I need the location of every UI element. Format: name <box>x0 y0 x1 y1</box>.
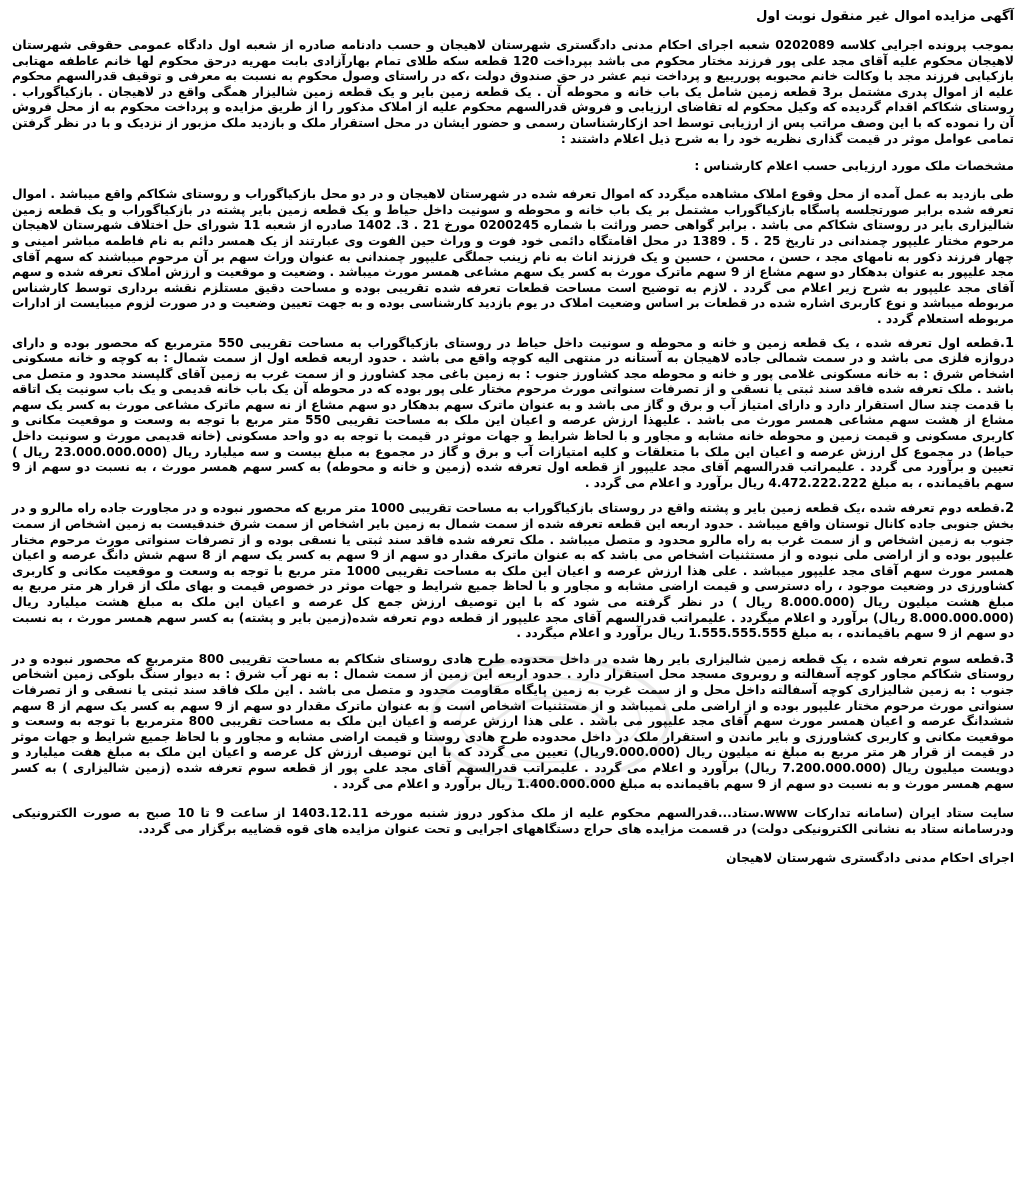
auction-closing-paragraph: سایت ستاد ایران (سامانه تدارکات www.ستاد...قدرالسهم محکوم علیه از ملک مذکور دروز شنبه مورخه 1403.12.11 از ساعت 9 تا 10 صبح به صورت الکترونیکی ودرسامانه ستاد به نشانی الکترونیکی دولت) در قسمت مزایده های حراج دستگاههای اجرایی و تحت عنوان مزایده های قوه قضاییه برگزار می گردد. <box>12 806 1015 836</box>
notice-title: آگهی مزایده اموال غیر منقول نوبت اول <box>756 9 1014 24</box>
notice-page <box>12 6 1014 867</box>
parcel-item-3 <box>12 652 1014 792</box>
parcel-text: قطعه دوم تعرفه شده ،یک قطعه زمین بایر و پشته واقع در روستای بازکیاگوراب به مساحت تقریبی 1000 متر مربع که محصور نبوده و در مجاورت جاده راه مالرو و در بخش جنوبی جاده کانال توستان واقع میباشد . حدود اربعه این قطعه تعرفه شده از سمت شمال به زمین بایر اشخاص از سمت شرق خندقیست به زمین اشخاص از سمت جنوب به زمین اشخاص و از سمت غرب به راه مالرو محدود و متصل میباشد . ملک تعرفه شده فاقد سند ثبتی یا نسقی بوده و از تصرفات سنواتی مورث مرحوم مختار علیپور بوده و از اراضی ملی نبوده و از مستثنیات اشخاص می باشد که به عنوان ماترک مقدار دو سهم از 9 سهم به کسر یک سهم از 8 سهم شش دانگ عرصه و اعیان همسر مورث سهم آقای مجد علیپور میباشد . علی هذا ارزش عرصه و اعیان این ملک به مساحت تقریبی 1000 متر مربع با توجه به وسعت و موقعیت مکانی و کاربری کشاورزی در وضعیت موجود ، راه دسترسی و قیمت اراضی مشابه و مجاور و با لحاظ جمیع شرایط و جهات موثر در خصوص قیمت و بهای ملک از قرار هر متر مربع به مبلغ هشت میلیون ریال (8.000.000 ریال ) در نظر گرفته می شود که با این توصیف ارزش جمع کل عرصه و اعیان این ملک به مبلغ هشت میلیارد ریال (8.000.000.000 ریال) برآورد و اعلام میگردد . علیمراتب قدرالسهم آقای مجد علیپور از قطعه دوم تعرفه شده(زمین بایر و پشته) به کسر سهم همسر مورث ، به نسبت دو سهم از 9 سهم باقیمانده ، به مبلغ 1.555.555.555 ریال برآورد و اعلام میگردد . <box>12 501 1015 641</box>
description-paragraph: طی بازدید به عمل آمده از محل وقوع املاک مشاهده میگردد که اموال تعرفه شده در شهرستان لاهیجان و در دو محل بازکیاگوراب و روستای شکاکم واقع میباشد . اموال تعرفه شده برابر صورتجلسه پاسگاه بازکیاگوراب مشتمل بر یک باب خانه و محوطه و سونیت داخل حیاط و یک قطعه زمین بایر پشته در بازکیاگوراب و یک قطعه زمین شالیزاری بایر در روستای شکاکم می باشد . برابر گواهی حصر وراثت با شماره 0200245 مورخ 21 . 3. 1402 صادره از شعبه 11 شورای حل اختلاف شهرستان لاهیجان مرحوم مختار علیپور چمندانی در تاریخ 25 . 5 . 1389 در محل اقامتگاه دائمی خود فوت و وراث حین الفوت وی عبارتند از یک همسر دائم به نام فاطمه مباشر امینی و چهار فرزند ذکور به نامهای مجد ، حسن ، محسن ، حسین و یک فرزند اناث به نام زینب جملگی علیپور چمندانی به عنوان وراث سهم بر آن مرحوم میباشند که سهم آقای مجد علیپور به عنوان بدهکار دو سهم مشاع از 9 سهم ماترک مورث به کسر یک سهم مشاعی همسر مورث میباشد . وضعیت و موقعیت و ارزش املاک تعرفه شده و سهم آقای مجد علیپور به شرح زیر اعلام می گردد . لازم به توضیح است مساحت قطعات تعرفه شده تقریبی بوده و مساحت دقیق مستلزم نقشه برداری توسط کارشناس مربوطه میباشد و نوع کاربری اشاره شده در قطعات بر اساس وضعیت املاک در یوم بازدید کارشناسی بوده و به جهت تعیین وضعیت و در صورت لزوم میبایست از ادارات مربوطه استعلام گردد . <box>12 187 1014 326</box>
issuer-signature: اجرای احکام مدنی دادگستری شهرستان لاهیجان <box>726 851 1014 866</box>
parcel-item-2 <box>12 501 1014 641</box>
parcel-item-1 <box>12 336 1014 492</box>
parcel-number: 3. <box>1000 651 1014 667</box>
parcel-text: قطعه اول تعرفه شده ، یک قطعه زمین و خانه و محوطه و سونیت داخل حیاط در روستای بازکیاگوراب به مساحت تقریبی 550 مترمربع که محصور بوده و دارای دروازه فلزی می باشد و در سمت شمالی جاده لاهیجان به آستانه در منتهی الیه کوچه واقع می باشد . حدود اربعه قطعه اول از سمت شمال : به کوچه و خانه مسکونی اشخاص شرق : به خانه مسکونی غلامی پور و خانه و محوطه مجد کشاورز جنوب : به زمین باغی مجد کشاورز و از سمت غرب به زمین آقای گلپسند محدود و متصل می باشد . ملک تعرفه شده فاقد سند ثبتی یا نسقی و از تصرفات سنواتی مورث مرحوم مختار علی پور بوده که در محوطه آن یک باب خانه قدیمی و یک باب سونیت یک اتاقه با قدمت چند سال استقرار دارد و دارای امتیاز آب و برق و گاز می باشد و به عنوان ماترک سهم بدهکار دو سهم مشاع از نه سهم ماترک مشاعی مورث به کسر یک سهم مشاع از هشت سهم مشاعی همسر مورث می باشد . علیهذا ارزش عرصه و اعیان این ملک به مساحت تقریبی 550 متر مربع با توجه به وسعت و موقعیت مکانی و کاربری مسکونی و قیمت زمین و محوطه خانه مشابه و مجاور و با لحاظ شرایط و جهات موثر در قیمت با توجه به دو واحد مسکونی (خانه قدیمی مورث و سونیت داخل حیاط) در مجموع کل ارزش عرصه و اعیان این ملک با متعلقات و کلیه امتیازات آب و برق و گاز در مجموع به مبلغ بیست و سه میلیارد ریال (23.000.000.000 ریال ) تعیین و برآورد می گردد . علیمراتب قدرالسهم آقای مجد علیپور از قطعه اول تعرفه شده (زمین و خانه و محوطه) به کسر سهم همسر مورث ، به نسبت دو سهم از 9 سهم باقیمانده ، به مبلغ 4.472.222.222 ریال برآورد و اعلام می گردد . <box>12 335 1015 490</box>
parcel-number: 1. <box>999 335 1014 351</box>
intro-paragraph: بموجب پرونده اجرایی کلاسه 0202089 شعبه اجرای احکام مدنی دادگستری شهرستان لاهیجان و حسب دادنامه صادره از شعبه اول دادگاه عمومی حقوقی شهرستان لاهیجان محکوم علیه آقای مجد علی پور فرزند مختار محکوم می باشد بپرداخت 120 قطعه سکه طلای تمام بهارآزادی بابت مهریه درحق محکوم لها خانم عاطفه مهتابی بازکیایی فرزند مجد با وکالت خانم محبوبه پوررییع و پرداخت نیم عشر در حق صندوق دولت ،که در راستای وصول محکوم به نسبت به معرفی و توقیف قدرالسهم محکوم علیه از اموال پدری مشتمل بر3 قطعه زمین شامل یک باب خانه و محوطه آن . یک قطعه زمین بایر و یک قطعه زمین شالیزار همگی واقع در لاهیجان . بازکیاگوراب . روستای شکاکم اقدام گردیده که وکیل محکوم له تقاضای ارزیابی و فروش قدرالسهم محکوم علیه از املاک مذکور را از طریق مزایده و پرداخت محکوم به از محل فروش آن را نموده که با این وصف مراتب پس از ارزیابی توسط احد ازکارشناسان رسمی و حضور ایشان در محل استقرار ملک و بازدید ملک مزبور از نزدیک و با در نظر گرفتن تمامی عوامل موثر در قیمت گذاری نظریه خود را به شرح ذیل اعلام داشتند : <box>12 38 1015 146</box>
property-specs-heading: مشخصات ملک مورد ارزیابی حسب اعلام کارشناس : <box>694 158 1014 174</box>
parcel-number: 2. <box>1000 501 1014 517</box>
parcel-text: قطعه سوم تعرفه شده ، یک قطعه زمین شالیزاری بایر رها شده در داخل محدوده طرح هادی روستای شکاکم به مساحت تقریبی 800 مترمربع که محصور نبوده و در روستای شکاکم مجاور کوچه آسفالته و روبروی مسجد محل استقرار دارد . حدود اربعه این زمین از سمت شمال : به نهر آب شرق : به دیوار سنگ بلوکی زمین اشخاص جنوب : به زمین شالیزاری کوچه آسفالته داخل محل و از سمت غرب به زمین پایگاه مقاومت محدود و متصل می باشد . این ملک فاقد سند ثبتی یا نسقی و از تصرفات سنواتی مورث مرحوم مختار علیپور بوده و از اراضی ملی نمیباشد و از مستثنیات اشخاص است و به عنوان ماترک مقدار دو سهم از 9 سهم به کسر یک سهم از 8 سهم ششدانگ عرصه و اعیان همسر مورث سهم آقای مجد علیپور می باشد . علی هذا ارزش عرصه و اعیان این ملک به مساحت تقریبی 800 مترمربع با توجه به وسعت و موقعیت مکانی و کاربری کشاورزی و بایر ماندن و استقرار ملک در داخل محدوده طرح هادی روستا و قیمت اراضی مشابه و مجاور و با لحاظ جمیع شرایط و جهات موثر در قیمت از قرار هر متر مربع به مبلغ نه میلیون ریال (9.000.000ریال) تعیین می گردد که با این توصیف ارزش کل عرصه و اعیان این ملک به مبلغ هفت میلیارد و دویست میلیون ریال (7.200.000.000 ریال) برآورد و اعلام می گردد . علیمراتب قدرالسهم آقای مجد علی پور از قطعه سوم تعرفه شده (زمین شالیزاری ) به کسر سهم همسر مورث و به نسبت دو سهم از 9 سهم باقیمانده به مبلغ 1.400.000.000 ریال برآورد و اعلام می گردد . <box>12 651 1014 791</box>
